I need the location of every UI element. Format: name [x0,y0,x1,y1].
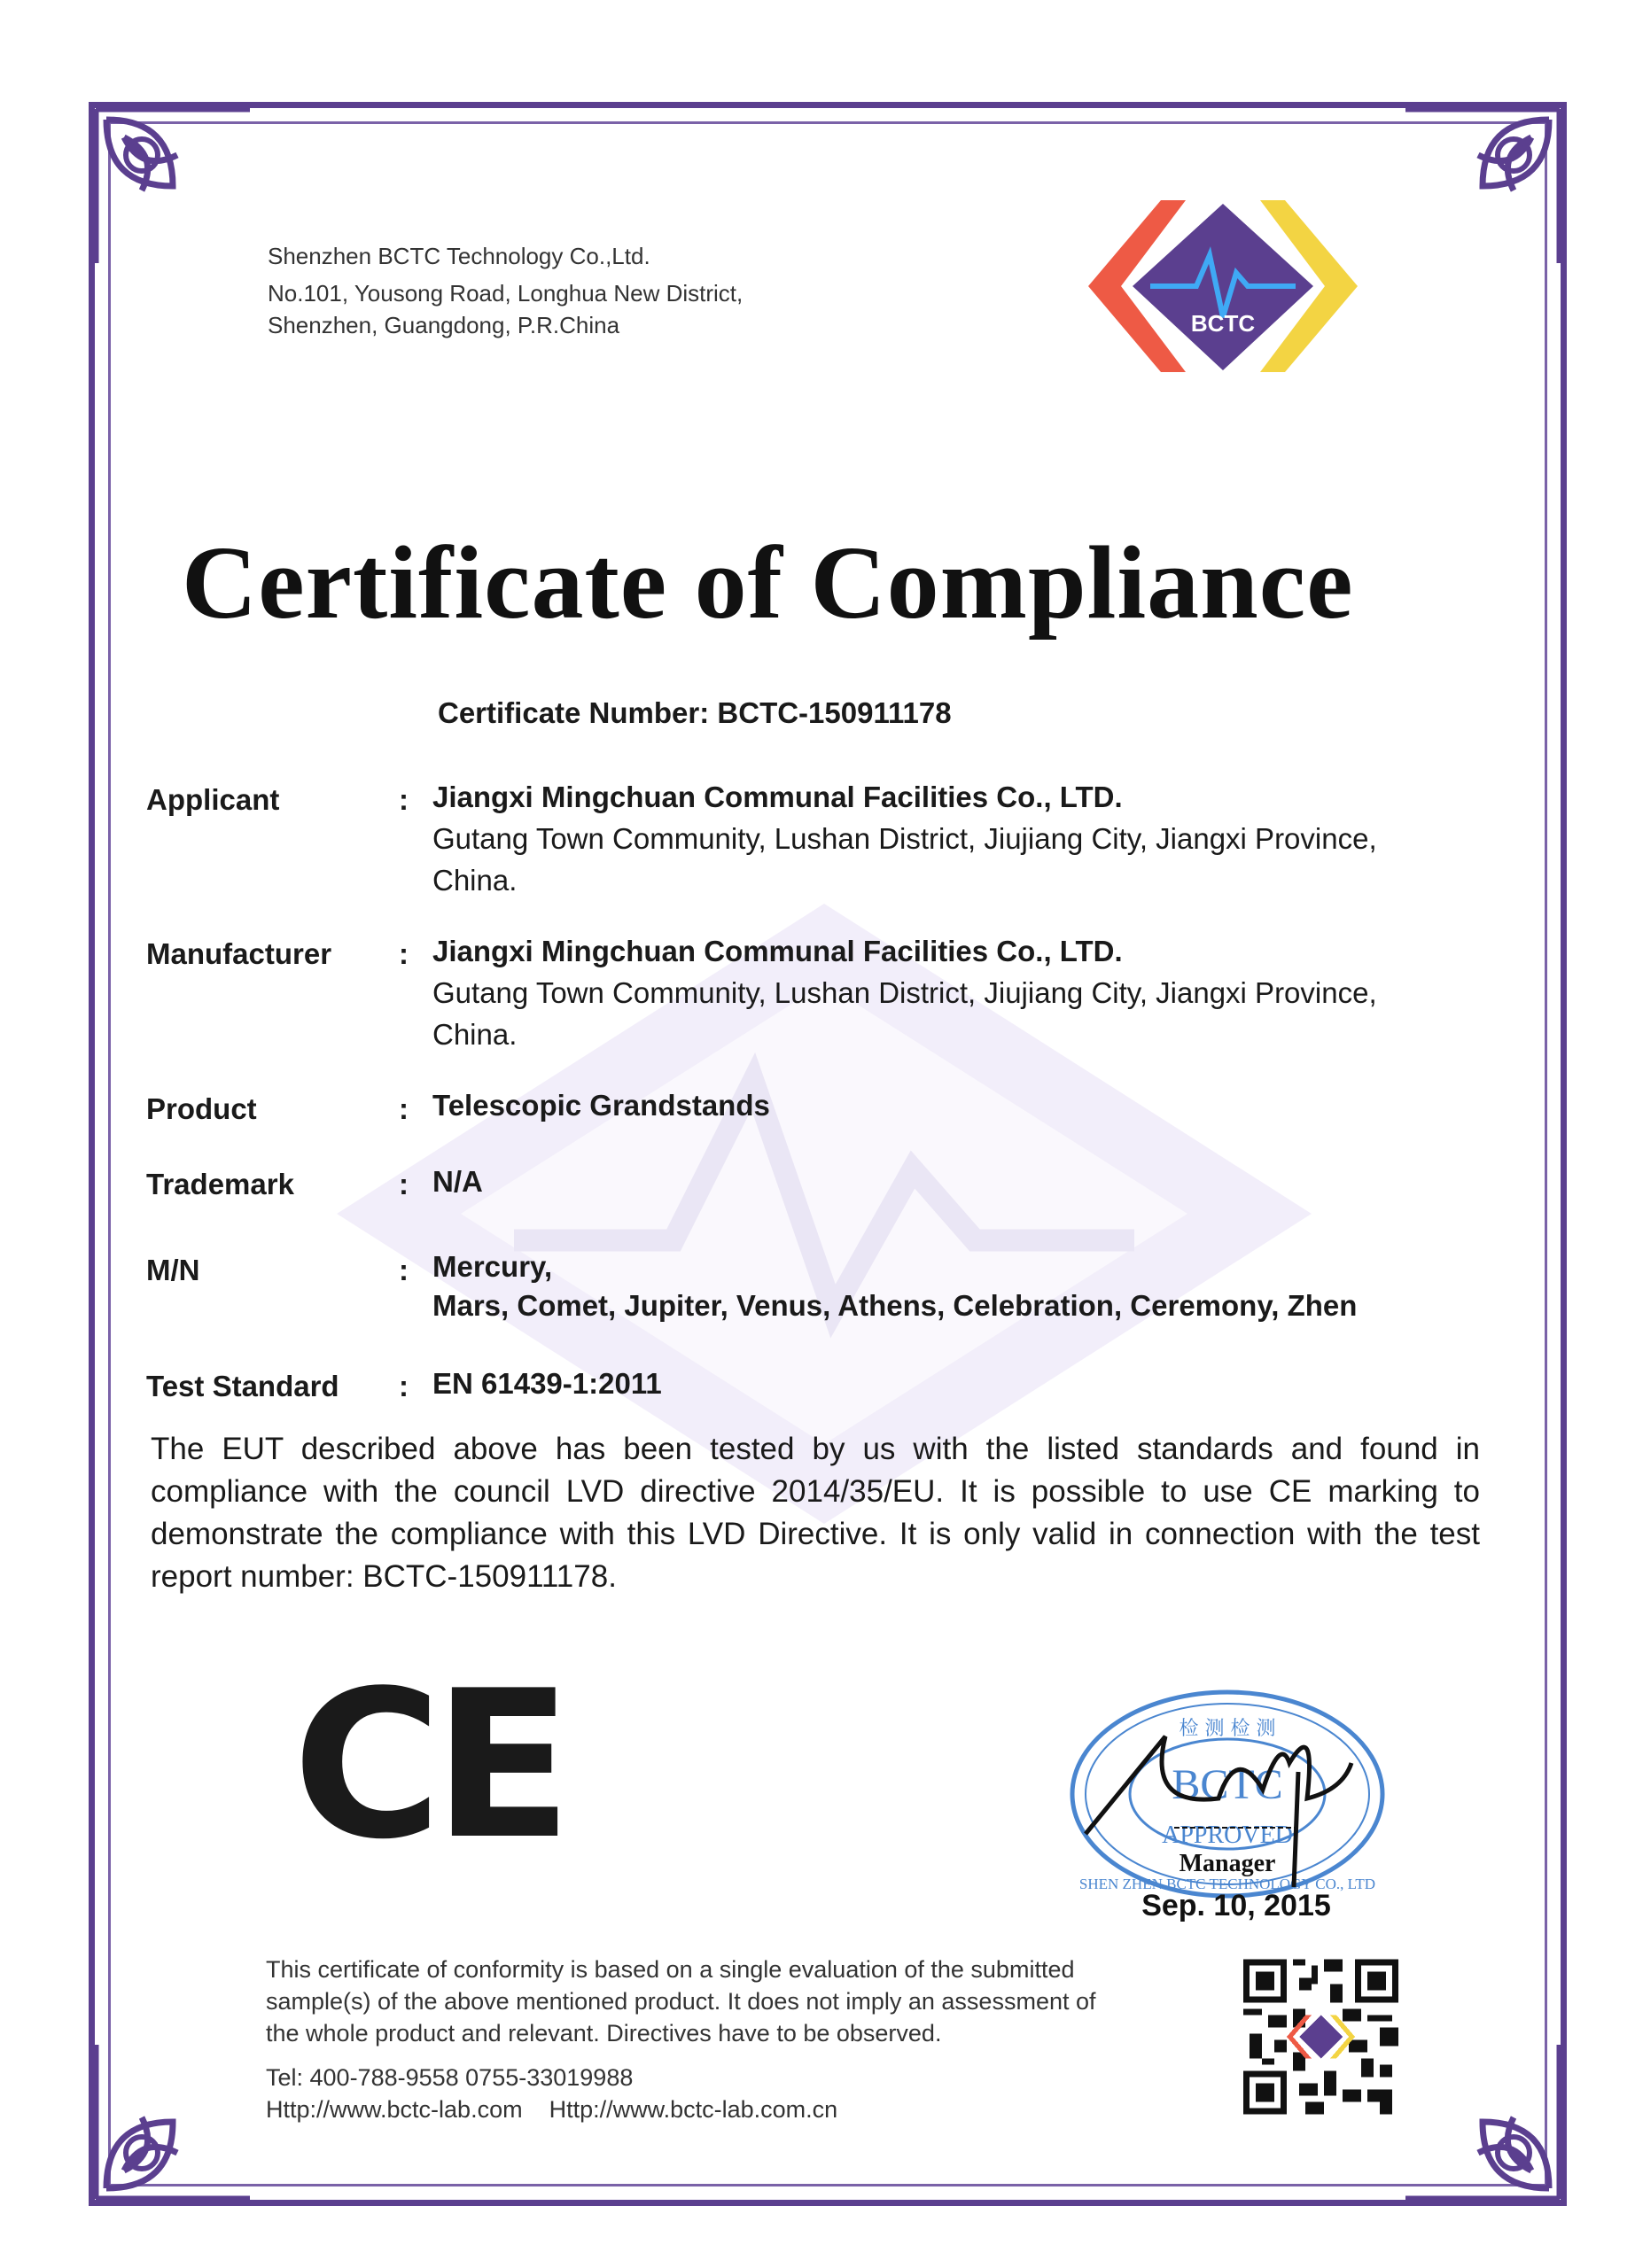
corner-ornament-icon [1398,2038,1567,2206]
telephone: Tel: 400-788-9558 0755-33019988 [266,2064,634,2091]
mn-line-2: Mars, Comet, Jupiter, Venus, Athens, Celebration, Ceremony, Zhen [432,1289,1358,1322]
issuer-address-2: Shenzhen, Guangdong, P.R.China [268,312,620,338]
issuer-address-1: No.101, Yousong Road, Longhua New District, [268,280,744,307]
ce-mark: CE [292,1648,564,1884]
website-link-1[interactable]: Http://www.bctc-lab.com [266,2096,523,2123]
website-link-2[interactable]: Http://www.bctc-lab.com.cn [549,2096,838,2123]
disclaimer-line-1: This certificate of conformity is based on a single evaluation of the submitted [266,1956,1075,1983]
stamp-top-text: 检 测 检 测 [1179,1718,1276,1740]
stamp-approved: APPROVED [1162,1821,1293,1849]
colon: : [399,783,409,816]
issuer-name: Shenzhen BCTC Technology Co.,Ltd. [268,243,650,269]
mn-line-1: Mercury, [432,1250,553,1283]
disclaimer-line-3: the whole product and relevant. Directives have to be observed. [266,2020,942,2047]
page-title: Certificate of Compliance [182,524,1354,641]
issue-date: Sep. 10, 2015 [1141,1889,1331,1922]
manufacturer-name: Jiangxi Mingchuan Communal Facilities Co., LTD. [432,935,1123,967]
certificate-number: Certificate Number: BCTC-150911178 [438,696,952,729]
product-label: Product [146,1092,257,1125]
applicant-label: Applicant [146,783,280,816]
colon: : [399,1370,409,1402]
corner-ornament-icon [89,102,257,270]
colon: : [399,1254,409,1286]
manufacturer-address: Gutang Town Community, Lushan District, Jiujiang City, Jiangxi Province, [432,976,1377,1009]
approval-stamp [1059,1683,1396,1922]
qr-code[interactable] [1243,1958,1398,2116]
manufacturer-country: China. [432,1018,518,1051]
stamp-ring-text: SHEN ZHEN BCTC TECHNOLOGY CO., LTD [1078,1876,1376,1892]
manufacturer-value [432,930,1496,1055]
test-standard-value: EN 61439-1:2011 [432,1367,662,1400]
test-standard-label: Test Standard [146,1370,339,1402]
corner-ornament-icon [89,2038,257,2206]
trademark-label: Trademark [146,1168,294,1200]
manufacturer-label: Manufacturer [146,937,332,970]
colon: : [399,1168,409,1200]
mn-label: M/N [146,1254,200,1286]
colon: : [399,937,409,970]
applicant-address: Gutang Town Community, Lushan District, Jiujiang City, Jiangxi Province, [432,822,1377,855]
footer [266,1953,1096,2125]
applicant-name: Jiangxi Mingchuan Communal Facilities Co., LTD. [432,781,1123,813]
disclaimer-line-2: sample(s) of the above mentioned product. It does not imply an assessment of [266,1988,1096,2015]
compliance-statement: The EUT described above has been tested by us with the listed standards and found in compliance with the council LVD directive 2014/35/EU. It is possible to use CE marking to demonstrate the compliance with this LVD Directive. It is only valid in connection with the test report number: BCTC-150911178. [151,1432,1480,1594]
applicant-value [432,776,1496,901]
colon: : [399,1092,409,1125]
bctc-logo [1081,193,1365,379]
applicant-country: China. [432,864,518,897]
trademark-value: N/A [432,1165,483,1198]
signer-role: Manager [1179,1850,1276,1877]
corner-ornament-icon [1398,102,1567,270]
mn-value [432,1247,1496,1325]
stamp-center: BCTC [1172,1761,1283,1808]
issuer-info [268,237,743,344]
product-value: Telescopic Grandstands [432,1089,770,1122]
svg-text:BCTC: BCTC [1190,310,1256,337]
